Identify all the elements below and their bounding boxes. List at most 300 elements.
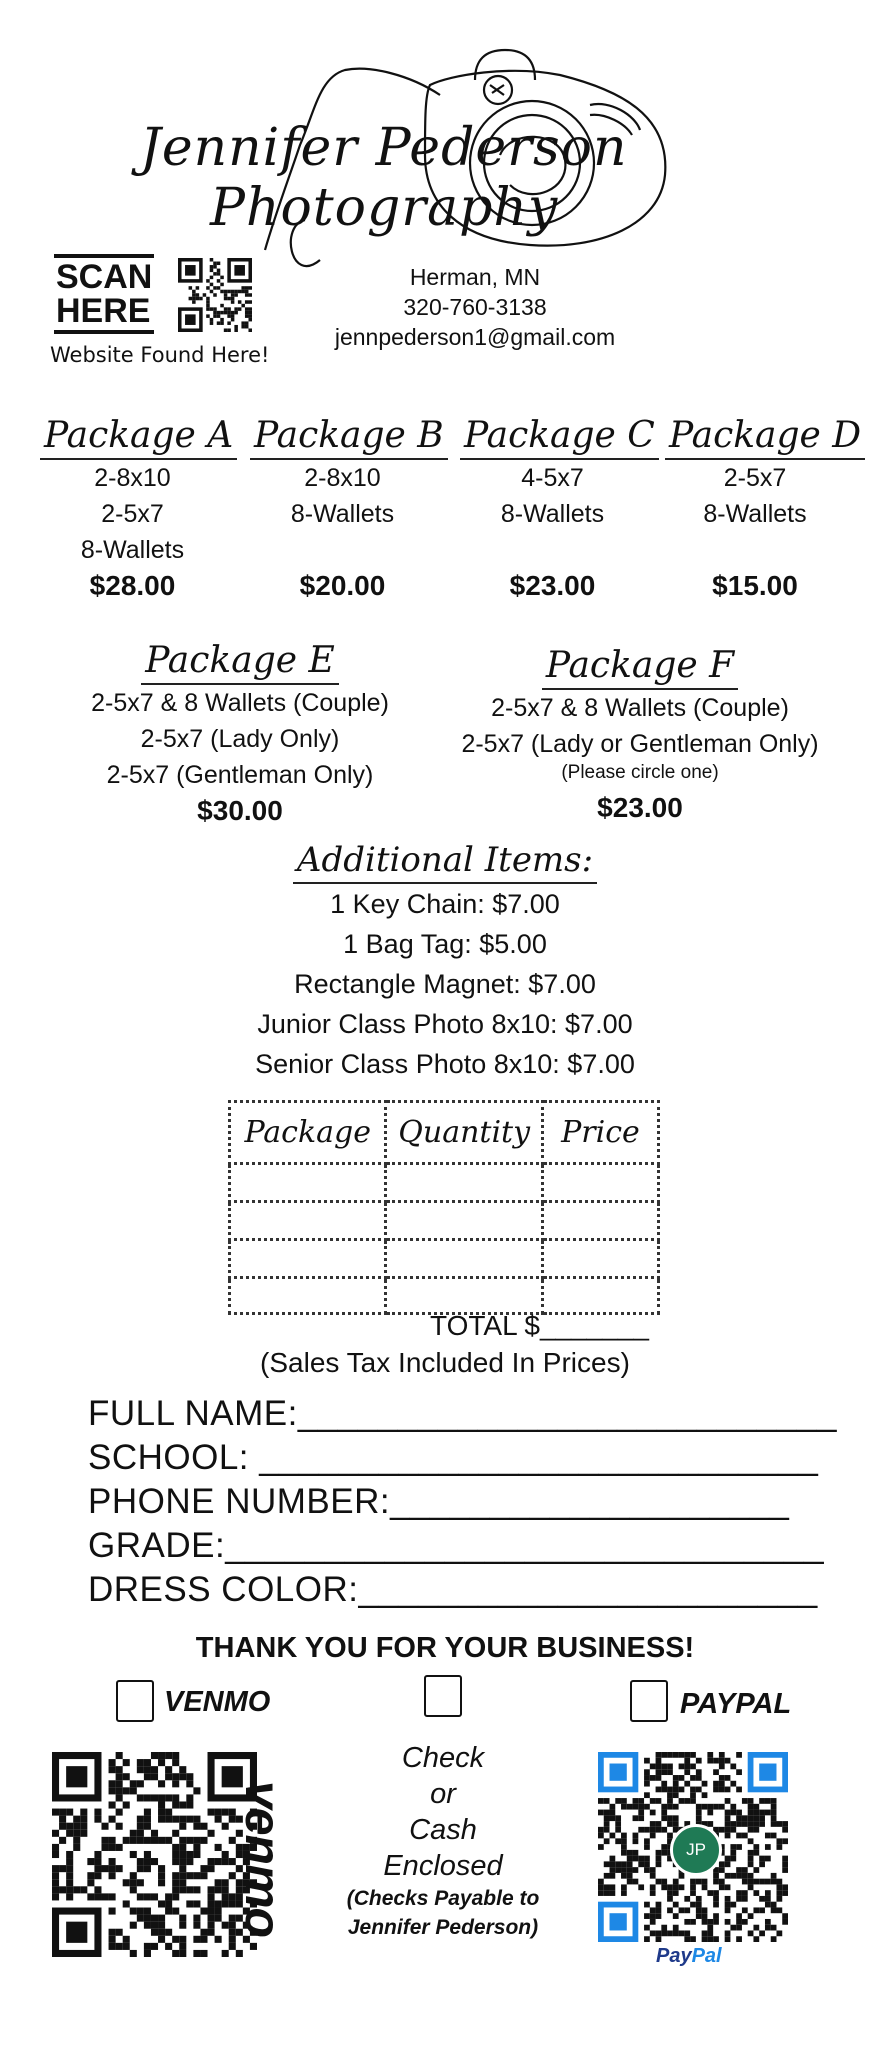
qr-module: [725, 1861, 731, 1867]
qr-module: [151, 1858, 158, 1865]
table-cell[interactable]: [230, 1202, 386, 1240]
qr-module: [748, 1815, 754, 1821]
qr-module: [208, 1809, 215, 1816]
qr-module: [759, 1810, 765, 1816]
qr-module: [101, 1893, 108, 1900]
qr-module: [644, 1804, 650, 1810]
qr-module: [231, 311, 235, 315]
qr-module: [719, 1884, 725, 1890]
qr-module: [725, 1884, 731, 1890]
qr-finder-center: [185, 265, 196, 276]
table-cell[interactable]: [230, 1240, 386, 1278]
table-cell[interactable]: [542, 1240, 658, 1278]
qr-module: [656, 1850, 662, 1856]
qr-module: [621, 1838, 627, 1844]
qr-module: [179, 1816, 186, 1823]
qr-module: [222, 1858, 229, 1865]
grade-field[interactable]: GRADE:______________________________: [88, 1526, 825, 1565]
qr-module: [52, 1865, 59, 1872]
qr-module: [222, 1879, 229, 1886]
qr-module: [248, 300, 252, 304]
venmo-checkbox[interactable]: [116, 1680, 154, 1722]
qr-module: [137, 1858, 144, 1865]
qr-module: [179, 1823, 186, 1830]
qr-module: [673, 1781, 679, 1787]
qr-module: [109, 1837, 116, 1844]
qr-module: [621, 1798, 627, 1804]
qr-module: [661, 1850, 667, 1856]
qr-module: [650, 1884, 656, 1890]
website-qr-code[interactable]: [178, 258, 252, 332]
qr-module: [186, 1886, 193, 1893]
qr-module: [690, 1890, 696, 1896]
qr-module: [644, 1925, 650, 1931]
qr-module: [771, 1798, 777, 1804]
table-cell[interactable]: [230, 1278, 386, 1314]
qr-module: [656, 1913, 662, 1919]
qr-module: [210, 283, 214, 287]
qr-module: [690, 1919, 696, 1925]
qr-module: [208, 1865, 215, 1872]
qr-module: [650, 1827, 656, 1833]
qr-module: [638, 1815, 644, 1821]
qr-module: [776, 1896, 782, 1902]
qr-module: [748, 1850, 754, 1856]
qr-module: [661, 1769, 667, 1775]
qr-module: [87, 1872, 94, 1879]
table-row: [230, 1164, 659, 1202]
qr-module: [684, 1930, 690, 1936]
qr-module: [679, 1798, 685, 1804]
qr-module: [771, 1879, 777, 1885]
qr-module: [213, 286, 217, 290]
qr-module: [679, 1752, 685, 1758]
qr-module: [210, 290, 214, 294]
table-cell[interactable]: [542, 1202, 658, 1240]
qr-module: [196, 286, 200, 290]
qr-module: [725, 1896, 731, 1902]
qr-module: [759, 1861, 765, 1867]
qr-module: [730, 1827, 736, 1833]
qr-module: [151, 1752, 158, 1759]
qr-module: [172, 1794, 179, 1801]
qr-module: [656, 1879, 662, 1885]
qr-module: [736, 1833, 742, 1839]
qr-module: [231, 300, 235, 304]
qr-module: [776, 1879, 782, 1885]
qr-module: [679, 1884, 685, 1890]
package-item: 2-5x7 (Lady Only): [140, 725, 340, 753]
table-cell[interactable]: [386, 1278, 542, 1314]
qr-module: [656, 1856, 662, 1862]
qr-module: [771, 1907, 777, 1913]
qr-module: [782, 1821, 788, 1827]
qr-module: [158, 1865, 165, 1872]
qr-module: [696, 1896, 702, 1902]
qr-module: [742, 1833, 748, 1839]
qr-module: [713, 1902, 719, 1908]
qr-module: [238, 307, 242, 311]
qr-module: [638, 1804, 644, 1810]
qr-module: [684, 1781, 690, 1787]
qr-module: [707, 1752, 713, 1758]
dress-color-field[interactable]: DRESS COLOR:_______________________: [88, 1570, 818, 1609]
qr-module: [702, 1930, 708, 1936]
qr-module: [748, 1827, 754, 1833]
qr-module: [725, 1930, 731, 1936]
qr-module: [673, 1792, 679, 1798]
qr-module: [172, 1752, 179, 1759]
qr-module: [742, 1879, 748, 1885]
qr-module: [604, 1838, 610, 1844]
qr-module: [208, 1858, 215, 1865]
qr-module: [80, 1823, 87, 1830]
qr-module: [771, 1821, 777, 1827]
qr-module: [753, 1810, 759, 1816]
qr-module: [109, 1908, 116, 1915]
qr-module: [610, 1856, 616, 1862]
qr-module: [771, 1902, 777, 1908]
qr-module: [702, 1781, 708, 1787]
qr-module: [215, 1886, 222, 1893]
qr-module: [217, 314, 221, 318]
qr-module: [210, 276, 214, 280]
qr-module: [604, 1890, 610, 1896]
qr-module: [137, 1816, 144, 1823]
qr-module: [109, 1943, 116, 1950]
table-cell[interactable]: [542, 1164, 658, 1202]
qr-module: [109, 1844, 116, 1851]
qr-module: [73, 1886, 80, 1893]
qr-module: [753, 1815, 759, 1821]
qr-module: [137, 1915, 144, 1922]
table-cell[interactable]: [386, 1164, 542, 1202]
qr-module: [248, 311, 252, 315]
qr-module: [598, 1844, 604, 1850]
qr-module: [771, 1925, 777, 1931]
qr-module: [679, 1873, 685, 1879]
qr-module: [776, 1844, 782, 1850]
qr-module: [137, 1879, 144, 1886]
qr-module: [673, 1804, 679, 1810]
qr-module: [759, 1856, 765, 1862]
qr-module: [158, 1794, 165, 1801]
qr-module: [736, 1919, 742, 1925]
qr-module: [765, 1896, 771, 1902]
package-a-price: $28.00: [89, 570, 176, 601]
qr-module: [213, 314, 217, 318]
qr-module: [713, 1804, 719, 1810]
qr-module: [644, 1902, 650, 1908]
qr-module: [667, 1890, 673, 1896]
qr-module: [59, 1837, 66, 1844]
qr-module: [707, 1930, 713, 1936]
qr-module: [725, 1810, 731, 1816]
qr-finder-center: [66, 1922, 87, 1943]
qr-module: [661, 1787, 667, 1793]
qr-module: [208, 1830, 215, 1837]
qr-module: [144, 1858, 151, 1865]
qr-module: [172, 1886, 179, 1893]
qr-module: [765, 1925, 771, 1931]
qr-module: [172, 1851, 179, 1858]
qr-module: [644, 1792, 650, 1798]
qr-module: [172, 1830, 179, 1837]
check-cash-block: [318, 1740, 568, 1942]
paypal-label: PAYPAL: [680, 1688, 792, 1720]
qr-module: [776, 1890, 782, 1896]
qr-module: [713, 1890, 719, 1896]
qr-module: [667, 1769, 673, 1775]
table-cell[interactable]: [386, 1202, 542, 1240]
qr-module: [215, 1858, 222, 1865]
scan-here-label: [54, 254, 154, 334]
qr-module: [189, 297, 193, 301]
qr-module: [123, 1773, 130, 1780]
package-item: 8-Wallets: [290, 500, 395, 528]
qr-module: [702, 1804, 708, 1810]
qr-module: [719, 1804, 725, 1810]
qr-module: [179, 1886, 186, 1893]
qr-module: [179, 1851, 186, 1858]
qr-module: [661, 1804, 667, 1810]
qr-module: [742, 1821, 748, 1827]
venmo-qr-code[interactable]: [52, 1752, 257, 1957]
qr-module: [650, 1873, 656, 1879]
qr-module: [165, 1773, 172, 1780]
qr-module: [730, 1925, 736, 1931]
qr-module: [151, 1794, 158, 1801]
qr-module: [684, 1896, 690, 1902]
full-name-field[interactable]: FULL NAME:___________________________: [88, 1394, 837, 1433]
qr-module: [158, 1752, 165, 1759]
qr-module: [748, 1861, 754, 1867]
qr-module: [776, 1838, 782, 1844]
qr-module: [130, 1872, 137, 1879]
qr-module: [193, 1844, 200, 1851]
additional-item: 1 Bag Tag: $5.00: [343, 929, 547, 959]
venmo-label: VENMO: [164, 1686, 271, 1718]
qr-module: [210, 258, 214, 262]
qr-module: [158, 1929, 165, 1936]
qr-module: [719, 1781, 725, 1787]
qr-module: [673, 1775, 679, 1781]
qr-module: [165, 1929, 172, 1936]
qr-module: [598, 1884, 604, 1890]
qr-module: [782, 1867, 788, 1873]
qr-module: [719, 1775, 725, 1781]
qr-module: [782, 1913, 788, 1919]
qr-module: [245, 311, 249, 315]
qr-module: [604, 1861, 610, 1867]
qr-module: [776, 1907, 782, 1913]
qr-module: [158, 1915, 165, 1922]
qr-module: [719, 1752, 725, 1758]
qr-module: [748, 1838, 754, 1844]
qr-module: [193, 1823, 200, 1830]
table-row: [230, 1278, 659, 1314]
cash-check-checkbox[interactable]: [424, 1675, 462, 1717]
qr-module: [193, 1851, 200, 1858]
qr-module: [158, 1801, 165, 1808]
package-title: Package C: [460, 415, 659, 460]
qr-module: [713, 1781, 719, 1787]
qr-module: [192, 297, 196, 301]
qr-module: [158, 1780, 165, 1787]
qr-module: [725, 1936, 731, 1942]
qr-module: [116, 1787, 123, 1794]
qr-module: [627, 1856, 633, 1862]
qr-module: [730, 1781, 736, 1787]
qr-module: [66, 1879, 73, 1886]
qr-module: [52, 1851, 59, 1858]
paypal-logo: [656, 1945, 722, 1968]
qr-module: [245, 293, 249, 297]
qr-module: [615, 1815, 621, 1821]
qr-module: [52, 1809, 59, 1816]
qr-module: [144, 1950, 151, 1957]
qr-module: [598, 1827, 604, 1833]
qr-module: [137, 1837, 144, 1844]
qr-module: [101, 1865, 108, 1872]
qr-module: [227, 290, 231, 294]
qr-module: [684, 1798, 690, 1804]
qr-module: [667, 1787, 673, 1793]
phone-number-field[interactable]: PHONE NUMBER:____________________: [88, 1482, 790, 1521]
qr-module: [707, 1810, 713, 1816]
qr-module: [59, 1816, 66, 1823]
package-title: Package B: [250, 415, 448, 460]
qr-module: [193, 1816, 200, 1823]
qr-module: [696, 1902, 702, 1908]
qr-module: [644, 1838, 650, 1844]
qr-module: [644, 1936, 650, 1942]
qr-module: [206, 314, 210, 318]
qr-module: [109, 1893, 116, 1900]
qr-module: [736, 1821, 742, 1827]
qr-module: [224, 328, 228, 332]
table-cell[interactable]: [386, 1240, 542, 1278]
qr-module: [231, 290, 235, 294]
qr-module: [690, 1787, 696, 1793]
qr-module: [771, 1815, 777, 1821]
qr-module: [66, 1858, 73, 1865]
qr-module: [736, 1844, 742, 1850]
qr-finder-center: [66, 1766, 87, 1787]
qr-module: [736, 1936, 742, 1942]
qr-module: [730, 1850, 736, 1856]
qr-module: [193, 1837, 200, 1844]
qr-module: [690, 1764, 696, 1770]
qr-module: [73, 1823, 80, 1830]
table-cell[interactable]: [230, 1164, 386, 1202]
table-cell[interactable]: [542, 1278, 658, 1314]
qr-module: [736, 1925, 742, 1931]
qr-module: [144, 1794, 151, 1801]
qr-module: [690, 1775, 696, 1781]
qr-module: [116, 1780, 123, 1787]
qr-module: [222, 1823, 229, 1830]
qr-module: [644, 1913, 650, 1919]
package-item: 2-5x7 (Lady or Gentleman Only): [461, 730, 819, 758]
package-item: 2-5x7: [101, 500, 164, 528]
package-item: 8-Wallets: [703, 500, 807, 528]
school-field[interactable]: SCHOOL: ____________________________: [88, 1438, 819, 1477]
package-f-price: $23.00: [597, 792, 683, 823]
qr-module: [730, 1764, 736, 1770]
qr-module: [179, 1773, 186, 1780]
qr-module: [702, 1919, 708, 1925]
qr-module: [151, 1830, 158, 1837]
package-e: [40, 640, 440, 793]
qr-module: [684, 1769, 690, 1775]
customer-form: [88, 1392, 837, 1612]
qr-module: [116, 1766, 123, 1773]
qr-module: [193, 1872, 200, 1879]
qr-module: [650, 1798, 656, 1804]
qr-module: [231, 314, 235, 318]
qr-module: [200, 1837, 207, 1844]
qr-module: [644, 1867, 650, 1873]
qr-finder-center: [234, 265, 245, 276]
qr-module: [208, 1908, 215, 1915]
qr-module: [725, 1798, 731, 1804]
qr-module: [158, 1879, 165, 1886]
qr-module: [702, 1792, 708, 1798]
package-item: 2-8x10: [94, 464, 171, 492]
qr-module: [748, 1804, 754, 1810]
qr-module: [736, 1913, 742, 1919]
qr-module: [179, 1950, 186, 1957]
qr-module: [633, 1850, 639, 1856]
qr-module: [765, 1798, 771, 1804]
qr-module: [621, 1873, 627, 1879]
qr-module: [753, 1827, 759, 1833]
qr-module: [130, 1922, 137, 1929]
qr-module: [627, 1879, 633, 1885]
table-header-quantity: Quantity: [386, 1102, 542, 1164]
qr-module: [245, 314, 249, 318]
total-field[interactable]: TOTAL $_______: [430, 1310, 649, 1341]
qr-module: [130, 1950, 137, 1957]
additional-item: Junior Class Photo 8x10: $7.00: [257, 1009, 633, 1039]
qr-module: [137, 1865, 144, 1872]
qr-module: [158, 1837, 165, 1844]
qr-finder-center: [610, 1764, 627, 1781]
qr-module: [227, 321, 231, 325]
qr-module: [673, 1752, 679, 1758]
qr-module: [52, 1886, 59, 1893]
qr-module: [137, 1759, 144, 1766]
package-title: Package D: [665, 415, 865, 460]
package-d-price: $15.00: [712, 570, 798, 601]
qr-module: [116, 1865, 123, 1872]
paypal-checkbox[interactable]: [630, 1680, 668, 1722]
qr-module: [144, 1816, 151, 1823]
qr-module: [94, 1858, 101, 1865]
qr-module: [193, 1950, 200, 1957]
qr-module: [215, 1816, 222, 1823]
qr-module: [656, 1907, 662, 1913]
qr-module: [725, 1902, 731, 1908]
qr-module: [656, 1861, 662, 1867]
qr-module: [713, 1896, 719, 1902]
qr-module: [200, 1936, 207, 1943]
qr-module: [621, 1861, 627, 1867]
qr-module: [200, 1872, 207, 1879]
qr-module: [702, 1884, 708, 1890]
qr-module: [742, 1919, 748, 1925]
